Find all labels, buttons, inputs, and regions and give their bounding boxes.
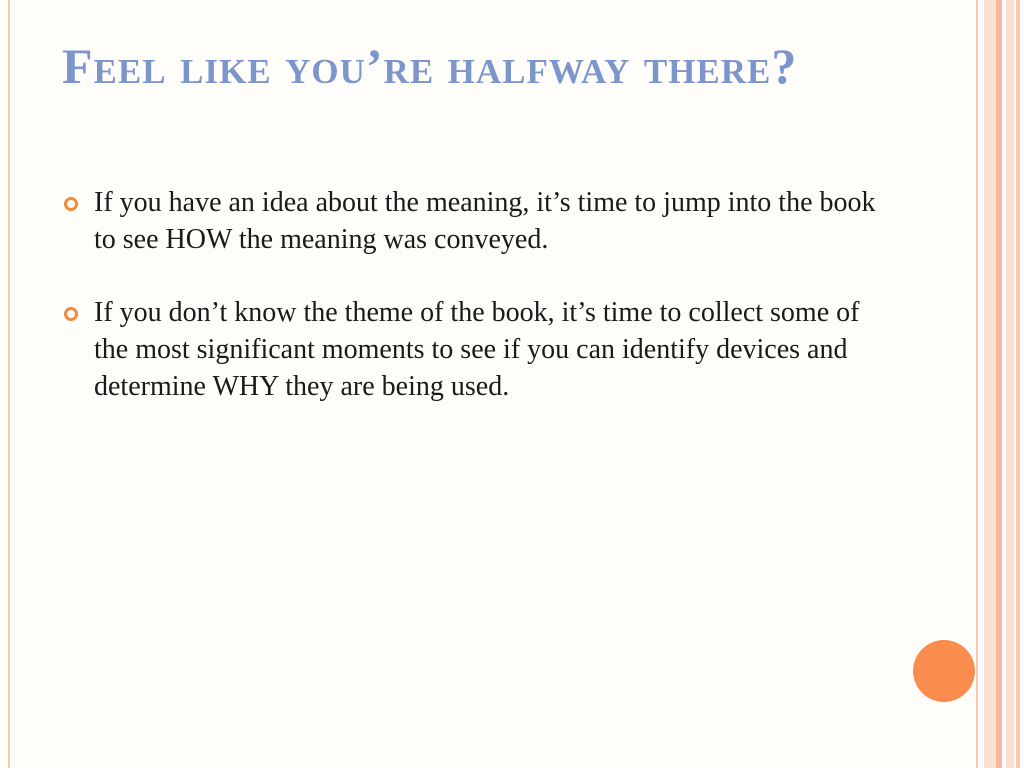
bullet-circle-icon [64, 307, 78, 321]
right-border-stripe [976, 0, 978, 768]
left-frame-line [8, 0, 10, 768]
slide-title: Feel like you’re halfway there? [62, 38, 798, 94]
right-border-stripe [984, 0, 996, 768]
right-border-stripe [1006, 0, 1014, 768]
right-border-stripe [996, 0, 1002, 768]
bullet-text: If you don’t know the theme of the book, it’s time to collect some of the most significant moments to see if you can identify devices and determine WHY they are being used. [94, 297, 860, 402]
bullet-item [60, 184, 890, 258]
decorative-orange-circle [913, 640, 975, 702]
right-border-stripe [1016, 0, 1020, 768]
bullet-circle-icon [64, 197, 78, 211]
bullet-text: If you have an idea about the meaning, it’s time to jump into the book to see HOW the meaning was conveyed. [94, 187, 876, 255]
bullet-list [60, 184, 890, 441]
bullet-item [60, 294, 890, 405]
